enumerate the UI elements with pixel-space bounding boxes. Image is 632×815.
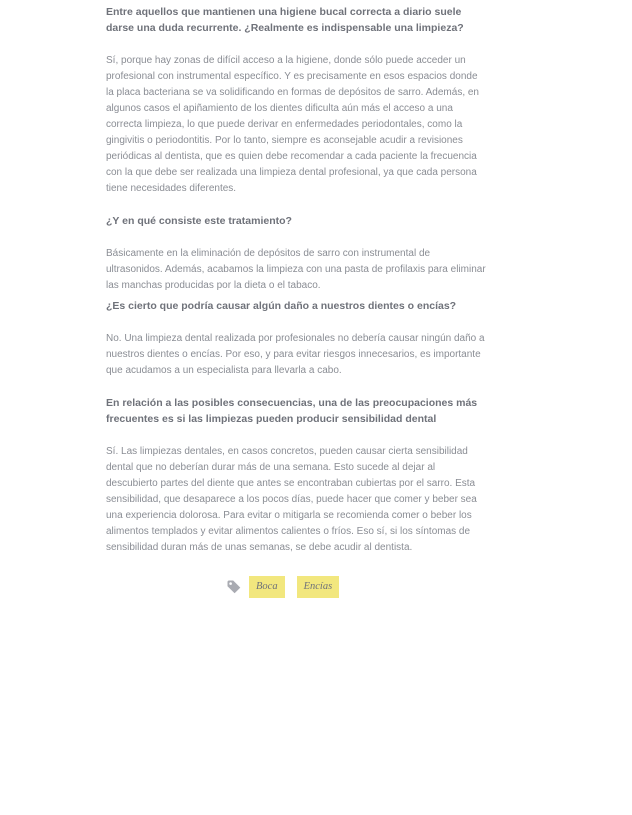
section-heading: En relación a las posibles consecuencias, una de las preocupaciones más frecuentes es si las limpiezas pueden producir sensibilidad dental bbox=[106, 397, 478, 425]
section-heading: ¿Y en qué consiste este tratamiento? bbox=[106, 215, 292, 227]
tag-list bbox=[226, 576, 351, 598]
article-body bbox=[106, 4, 488, 556]
section-heading: Entre aquellos que mantienen una higiene bucal correcta a diario suele darse una duda recurrente. ¿Realmente es indispensable una limpieza? bbox=[106, 6, 464, 34]
section-paragraph: Sí, porque hay zonas de difícil acceso a la higiene, donde sólo puede acceder un profesional con instrumental específico. Y es precisamente en esos espacios donde la placa bacteriana se va solidificando en formas de depósitos de sarro. Además, en algunos casos el apiñamiento de los dientes dificulta aún más el acceso a una correcta limpieza, lo que puede derivar en enfermedades periodontales, como la gingivitis o periodontitis. Por lo tanto, siempre es aconsejable acudir a revisiones periódicas al dentista, que es quien debe recomendar a cada paciente la frecuencia con la que debe ser realizada una limpieza dental profesional, ya que cada persona tiene necesidades diferentes. bbox=[106, 55, 479, 194]
section-paragraph: Básicamente en la eliminación de depósitos de sarro con instrumental de ultrasonidos. Además, acabamos la limpieza con una pasta de profilaxis para eliminar las manchas producidas por la dieta o el tabaco. bbox=[106, 248, 486, 291]
section-paragraph: No. Una limpieza dental realizada por profesionales no debería causar ningún daño a nuestros dientes o encías. Por eso, y para evitar riesgos innecesarios, es importante que acudamos a un especialista para llevarla a cabo. bbox=[106, 333, 485, 376]
tag-encias[interactable]: Encías bbox=[297, 576, 340, 598]
section-heading: ¿Es cierto que podría causar algún daño a nuestros dientes o encías? bbox=[106, 300, 457, 312]
tag-icon bbox=[226, 579, 242, 595]
tag-boca[interactable]: Boca bbox=[249, 576, 285, 598]
section-paragraph: Sí. Las limpiezas dentales, en casos concretos, pueden causar cierta sensibilidad dental que no deberían durar más de una semana. Esto sucede al dejar al descubierto partes del diente que antes se encontraban cubiertas por el sarro. Esta sensibilidad, que desaparece a los pocos días, puede hacer que comer y beber sea una experiencia dolorosa. Para evitar o mitigarla se recomienda comer o beber los alimentos templados y evitar alimentos calientes o fríos. Eso sí, si los síntomas de sensibilidad duran más de unas semanas, se debe acudir al dentista. bbox=[106, 446, 477, 553]
